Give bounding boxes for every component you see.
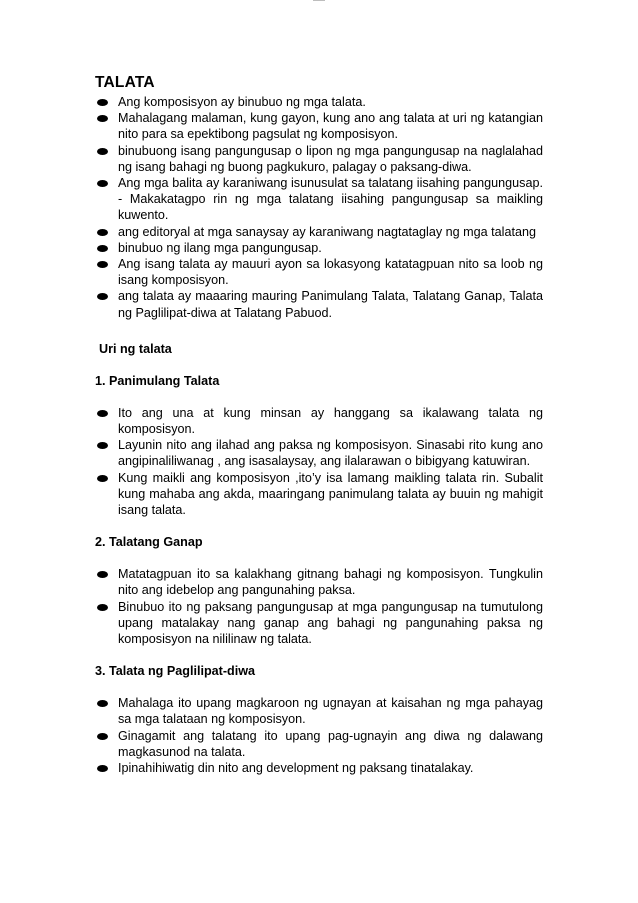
bullet-icon	[97, 229, 108, 236]
bullet-icon	[97, 261, 108, 268]
bullet-icon	[97, 733, 108, 740]
list-item	[95, 566, 543, 598]
list-item	[95, 175, 543, 224]
bullet-icon	[97, 245, 108, 252]
list-item-text: Layunin nito ang ilahad ang paksa ng komposisyon. Sinasabi rito kung ano angipinaliliwanag , ang isasalaysay, ang ilalarawan o bibigyang katuwiran.	[118, 438, 543, 469]
document-body	[95, 74, 543, 776]
section1-list	[95, 405, 543, 518]
list-item	[95, 760, 543, 776]
list-item	[95, 470, 543, 519]
bullet-icon	[97, 99, 108, 106]
intro-list	[95, 94, 543, 321]
section-heading-panimulang-talata: 1. Panimulang Talata	[95, 373, 220, 388]
section-heading-talatang-ganap: 2. Talatang Ganap	[95, 535, 203, 550]
bullet-icon	[97, 700, 108, 707]
list-item-text: Mahalagang malaman, kung gayon, kung ano ang talata at uri ng katangian nito para sa epektibong pagsulat ng komposisyon.	[118, 111, 543, 142]
section3-list	[95, 695, 543, 776]
bullet-icon	[97, 442, 108, 449]
list-item	[95, 695, 543, 727]
list-item-text: binubuo ng ilang mga pangungusap.	[118, 240, 322, 255]
document-title: TALATA	[95, 74, 155, 91]
bullet-icon	[97, 115, 108, 122]
list-item	[95, 94, 543, 110]
uri-heading: Uri ng talata	[99, 341, 172, 356]
list-item	[95, 599, 543, 648]
list-item-text: Ang isang talata ay mauuri ayon sa lokasyong katatagpuan nito sa loob ng isang komposisyon.	[118, 257, 543, 288]
bullet-icon	[97, 293, 108, 300]
list-item	[95, 405, 543, 437]
list-item-text: Ang mga balita ay karaniwang isunusulat sa talatang iisahing pangungusap. - Makakatagpo rin ng mga talatang iisahing pangungusap sa maikling kuwento.	[118, 176, 543, 223]
list-item-text: Ginagamit ang talatang ito upang pag-ugnayin ang diwa ng dalawang magkasunod na talata.	[118, 728, 543, 759]
list-item	[95, 728, 543, 760]
list-item	[95, 224, 543, 240]
page-top-mark	[313, 0, 325, 4]
list-item-text: Binubuo ito ng paksang pangungusap at mga pangungusap na tumutulong upang matalakay nang ganap ang bahagi ng pangunahing paksa ng komposisyon na nililinaw ng talata.	[118, 599, 543, 647]
list-item-text: ang editoryal at mga sanaysay ay karaniwang nagtataglay ng mga talatang	[118, 224, 536, 239]
section2-list	[95, 566, 543, 647]
bullet-icon	[97, 148, 108, 155]
list-item	[95, 256, 543, 288]
list-item	[95, 110, 543, 142]
list-item-text: Mahalaga ito upang magkaroon ng ugnayan at kaisahan ng mga pahayag sa mga talataan ng komposisyon.	[118, 696, 543, 727]
bullet-icon	[97, 604, 108, 611]
list-item-text: ang talata ay maaaring mauring Panimulang Talata, Talatang Ganap, Talata ng Paglilipat-diwa at Talatang Pabuod.	[118, 289, 543, 320]
list-item-text: Ipinahihiwatig din nito ang development ng paksang tinatalakay.	[118, 761, 474, 776]
list-item-text: Ang komposisyon ay binubuo ng mga talata.	[118, 95, 366, 109]
list-item	[95, 288, 543, 320]
list-item-text: Ito ang una at kung minsan ay hanggang sa ikalawang talata ng komposisyon.	[118, 405, 543, 437]
list-item	[95, 240, 543, 256]
bullet-icon	[97, 410, 108, 417]
section-heading-talata-ng-paglilipat-diwa: 3. Talata ng Paglilipat-diwa	[95, 664, 256, 679]
bullet-icon	[97, 571, 108, 578]
list-item	[95, 437, 543, 469]
list-item-text: binubuong isang pangungusap o lipon ng mga pangungusap na naglalahad ng isang bahagi ng buong pagkukuro, palagay o paksang-diwa.	[118, 143, 543, 174]
list-item	[95, 143, 543, 175]
bullet-icon	[97, 180, 108, 187]
bullet-icon	[97, 765, 108, 772]
list-item-text: Matatagpuan ito sa kalakhang gitnang bahagi ng komposisyon. Tungkulin nito ang idebelop ang pangunahing paksa.	[118, 567, 543, 598]
list-item-text: Kung maikli ang komposisyon ,ito’y isa lamang maikling talata rin. Subalit kung mahaba ang akda, maaringang panimulang talata ay buuin ng mahigit isang talata.	[118, 470, 543, 518]
bullet-icon	[97, 475, 108, 482]
